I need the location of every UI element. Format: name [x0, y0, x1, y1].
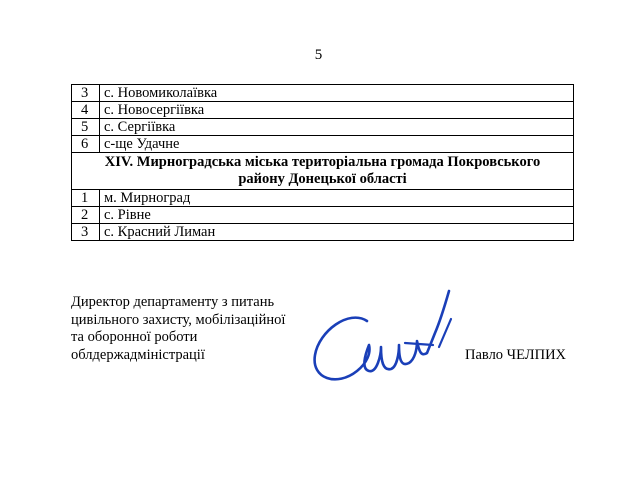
signer-position: [71, 294, 285, 364]
settlement-name: с-ще Удачне: [100, 136, 574, 153]
signer-name: Павло ЧЕЛПИХ: [465, 347, 567, 363]
signature-stroke: [315, 291, 449, 379]
table-row: [72, 119, 574, 136]
table-row: [72, 136, 574, 153]
table-row: [72, 85, 574, 102]
row-number: 2: [72, 207, 100, 224]
signer-position-line3: та оборонної роботи: [71, 329, 198, 345]
page-number: 5: [314, 47, 323, 63]
row-number: 3: [72, 224, 100, 241]
settlement-name: с. Сергіївка: [100, 119, 574, 136]
signer-position-line4: облдержадміністрації: [71, 346, 205, 363]
signature-stroke: [439, 319, 451, 347]
table-row: [72, 224, 574, 241]
settlement-name: м. Мирноград: [100, 190, 574, 207]
row-number: 6: [72, 136, 100, 153]
row-number: 3: [72, 85, 100, 102]
signature-stroke: [405, 343, 433, 345]
row-number: 4: [72, 102, 100, 119]
section-header-line1: XIV. Мирноградська міська територіальна громада Покровського: [104, 154, 541, 170]
table-row: [72, 102, 574, 119]
signer-position-line1: Директор департаменту з питань: [71, 294, 275, 310]
section-header-row: [72, 153, 574, 190]
table-row: [72, 207, 574, 224]
row-number: 1: [72, 190, 100, 207]
signer-position-line2: цивільного захисту, мобілізаційної: [71, 311, 286, 328]
handwritten-signature: [305, 283, 465, 393]
table-row: [72, 190, 574, 207]
settlement-name: с. Рівне: [100, 207, 574, 224]
settlements-table: [71, 84, 574, 241]
settlement-name: с. Новомиколаївка: [100, 85, 574, 102]
section-header: [72, 153, 574, 190]
settlement-name: с. Красний Лиман: [100, 224, 574, 241]
section-header-line2: району Донецької області: [238, 171, 407, 187]
settlement-name: с. Новосергіївка: [100, 102, 574, 119]
row-number: 5: [72, 119, 100, 136]
